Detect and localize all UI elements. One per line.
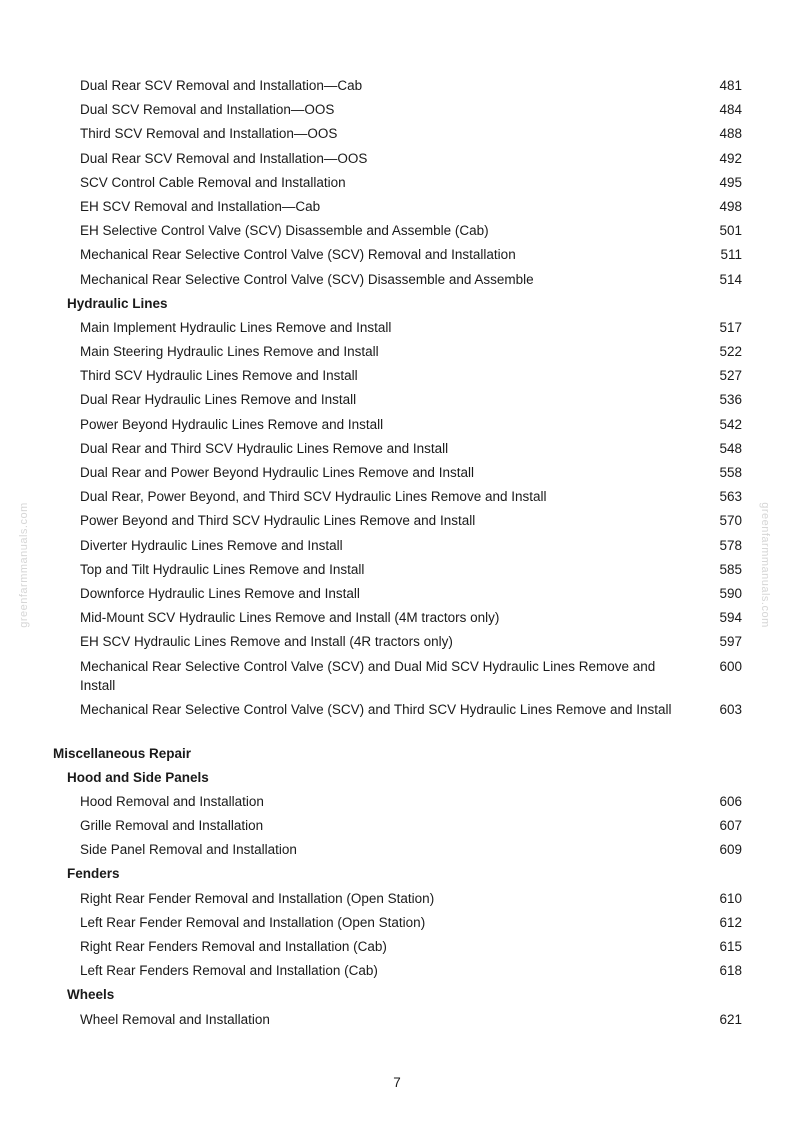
- table-of-contents: [0, 76, 794, 1034]
- toc-entry[interactable]: [0, 487, 794, 511]
- toc-entry-page: 612: [719, 914, 742, 930]
- toc-entry-title: Dual Rear and Power Beyond Hydraulic Lines Remove and Install: [80, 465, 474, 480]
- toc-entry-page: 498: [719, 198, 742, 214]
- toc-entry-page: 558: [719, 465, 742, 480]
- toc-entry[interactable]: [0, 913, 794, 937]
- toc-entry[interactable]: [0, 657, 794, 701]
- toc-entry[interactable]: [0, 100, 794, 124]
- toc-entry[interactable]: [0, 792, 794, 816]
- toc-entry-title: Dual Rear, Power Beyond, and Third SCV Hydraulic Lines Remove and Install: [80, 489, 547, 505]
- toc-entry[interactable]: [0, 76, 794, 100]
- toc-entry-page: 522: [719, 344, 742, 360]
- toc-entry-page: 563: [719, 489, 742, 505]
- toc-subsection-heading[interactable]: [0, 768, 794, 792]
- toc-entry-title: Dual SCV Removal and Installation—OOS: [80, 102, 335, 118]
- toc-entry[interactable]: [0, 560, 794, 584]
- toc-subsection-heading[interactable]: [0, 294, 794, 318]
- toc-entry-page: 501: [719, 223, 742, 239]
- toc-entry-page: 609: [719, 842, 742, 858]
- toc-entry[interactable]: [0, 632, 794, 656]
- toc-entry-page: 590: [719, 585, 742, 601]
- toc-entry-title: SCV Control Cable Removal and Installation: [80, 174, 346, 190]
- toc-entry-title: Dual Rear and Third SCV Hydraulic Lines Remove and Install: [80, 440, 449, 456]
- toc-heading-title: Fenders: [67, 866, 120, 882]
- toc-entry[interactable]: [0, 463, 794, 487]
- toc-entry-title: Dual Rear SCV Removal and Installation—Cab: [80, 78, 363, 93]
- toc-entry-page: 618: [719, 963, 742, 979]
- toc-entry-title: Mid-Mount SCV Hydraulic Lines Remove and Install (4M tractors only): [80, 610, 500, 626]
- toc-entry-title: Main Steering Hydraulic Lines Remove and Install: [80, 344, 379, 360]
- toc-heading-title: Hood and Side Panels: [67, 769, 209, 785]
- toc-entry[interactable]: [0, 270, 794, 294]
- toc-entry-title: Dual Rear Hydraulic Lines Remove and Install: [80, 392, 357, 408]
- watermark-right: greenfarmmanuals.com: [759, 502, 771, 628]
- page-number: 7: [393, 1075, 401, 1090]
- toc-entry-title: Wheel Removal and Installation: [80, 1011, 270, 1027]
- toc-entry-title: EH SCV Hydraulic Lines Remove and Install (4R tractors only): [80, 634, 453, 650]
- toc-entry-title: Power Beyond Hydraulic Lines Remove and Install: [80, 416, 384, 432]
- toc-entry[interactable]: [0, 221, 794, 245]
- toc-entry-title: Side Panel Removal and Installation: [80, 842, 297, 858]
- toc-entry-title: Top and Tilt Hydraulic Lines Remove and Install: [80, 561, 365, 577]
- toc-entry[interactable]: [0, 318, 794, 342]
- toc-entry-page: 484: [719, 102, 742, 118]
- toc-entry-page: 527: [719, 368, 742, 384]
- toc-entry-page: 600: [719, 658, 742, 674]
- toc-entry[interactable]: [0, 816, 794, 840]
- toc-entry-page: 578: [719, 537, 742, 553]
- toc-entry[interactable]: [0, 366, 794, 390]
- toc-entry[interactable]: [0, 1010, 794, 1034]
- toc-entry-title: EH Selective Control Valve (SCV) Disassemble and Assemble (Cab): [80, 223, 489, 239]
- toc-entry[interactable]: [0, 937, 794, 961]
- toc-entry[interactable]: [0, 511, 794, 535]
- toc-entry-title: EH SCV Removal and Installation—Cab: [80, 198, 321, 214]
- toc-entry-title: Left Rear Fenders Removal and Installation (Cab): [80, 963, 378, 979]
- toc-entry-title: Grille Removal and Installation: [80, 818, 264, 834]
- toc-entry[interactable]: [0, 700, 794, 744]
- toc-entry[interactable]: [0, 584, 794, 608]
- toc-heading-title: Hydraulic Lines: [67, 295, 168, 311]
- toc-entry-title: Left Rear Fender Removal and Installation (Open Station): [80, 914, 426, 930]
- toc-entry-page: 615: [719, 939, 742, 954]
- toc-entry[interactable]: [0, 608, 794, 632]
- toc-entry[interactable]: [0, 961, 794, 985]
- toc-entry[interactable]: [0, 889, 794, 913]
- toc-entry-page: 511: [720, 247, 742, 263]
- toc-entry[interactable]: [0, 197, 794, 221]
- toc-entry[interactable]: [0, 173, 794, 197]
- toc-entry[interactable]: [0, 149, 794, 173]
- toc-subsection-heading[interactable]: [0, 985, 794, 1009]
- toc-entry-page: 517: [719, 319, 742, 335]
- toc-entry-page: 492: [719, 150, 742, 166]
- toc-entry-title: Main Implement Hydraulic Lines Remove and Install: [80, 319, 392, 335]
- toc-entry-title: Mechanical Rear Selective Control Valve (SCV) Disassemble and Assemble: [80, 271, 534, 287]
- toc-entry-page: 495: [719, 174, 742, 190]
- toc-entry-page: 607: [719, 818, 742, 834]
- toc-entry[interactable]: [0, 415, 794, 439]
- toc-subsection-heading[interactable]: [0, 864, 794, 888]
- toc-entry-title: Mechanical Rear Selective Control Valve (SCV) and Third SCV Hydraulic Lines Remove and Install: [80, 702, 672, 717]
- toc-entry-page: 603: [719, 702, 742, 717]
- toc-entry-page: 488: [719, 126, 742, 142]
- toc-entry-page: 606: [719, 793, 742, 809]
- toc-entry[interactable]: [0, 342, 794, 366]
- toc-entry[interactable]: [0, 439, 794, 463]
- toc-entry-title: Downforce Hydraulic Lines Remove and Install: [80, 585, 360, 601]
- toc-entry-title: Power Beyond and Third SCV Hydraulic Lines Remove and Install: [80, 513, 476, 529]
- toc-entry[interactable]: [0, 245, 794, 269]
- toc-entry[interactable]: [0, 390, 794, 414]
- toc-entry-title: Diverter Hydraulic Lines Remove and Install: [80, 537, 343, 553]
- toc-entry-title: Dual Rear SCV Removal and Installation—OOS: [80, 150, 368, 166]
- toc-entry-title: Hood Removal and Installation: [80, 793, 264, 809]
- toc-entry-page: 542: [719, 416, 742, 432]
- toc-entry-page: 548: [719, 440, 742, 456]
- toc-entry-page: 481: [719, 78, 742, 93]
- toc-entry-page: 514: [719, 271, 742, 287]
- toc-heading-title: Wheels: [67, 987, 115, 1003]
- toc-entry-title: Mechanical Rear Selective Control Valve (SCV) Removal and Installation: [80, 247, 516, 263]
- toc-entry[interactable]: [0, 124, 794, 148]
- toc-section-heading[interactable]: [0, 744, 794, 768]
- toc-entry-page: 585: [719, 561, 742, 577]
- toc-entry-page: 570: [719, 513, 742, 529]
- toc-heading-title: Miscellaneous Repair: [53, 745, 192, 761]
- toc-entry-title: Mechanical Rear Selective Control Valve (SCV) and Dual Mid SCV Hydraulic Lines Remove and Install: [80, 658, 656, 693]
- toc-entry-title: Right Rear Fenders Removal and Installation (Cab): [80, 939, 387, 954]
- toc-entry-page: 610: [719, 890, 742, 906]
- toc-entry[interactable]: [0, 840, 794, 864]
- toc-entry-title: Third SCV Removal and Installation—OOS: [80, 126, 338, 142]
- toc-entry-page: 536: [719, 392, 742, 408]
- toc-entry-page: 594: [719, 610, 742, 626]
- toc-entry-page: 621: [719, 1011, 742, 1027]
- toc-entry-title: Third SCV Hydraulic Lines Remove and Install: [80, 368, 358, 384]
- toc-entry-title: Right Rear Fender Removal and Installation (Open Station): [80, 890, 435, 906]
- watermark-left: greenfarmmanuals.com: [18, 502, 30, 628]
- toc-entry[interactable]: [0, 536, 794, 560]
- toc-entry-page: 597: [719, 634, 742, 650]
